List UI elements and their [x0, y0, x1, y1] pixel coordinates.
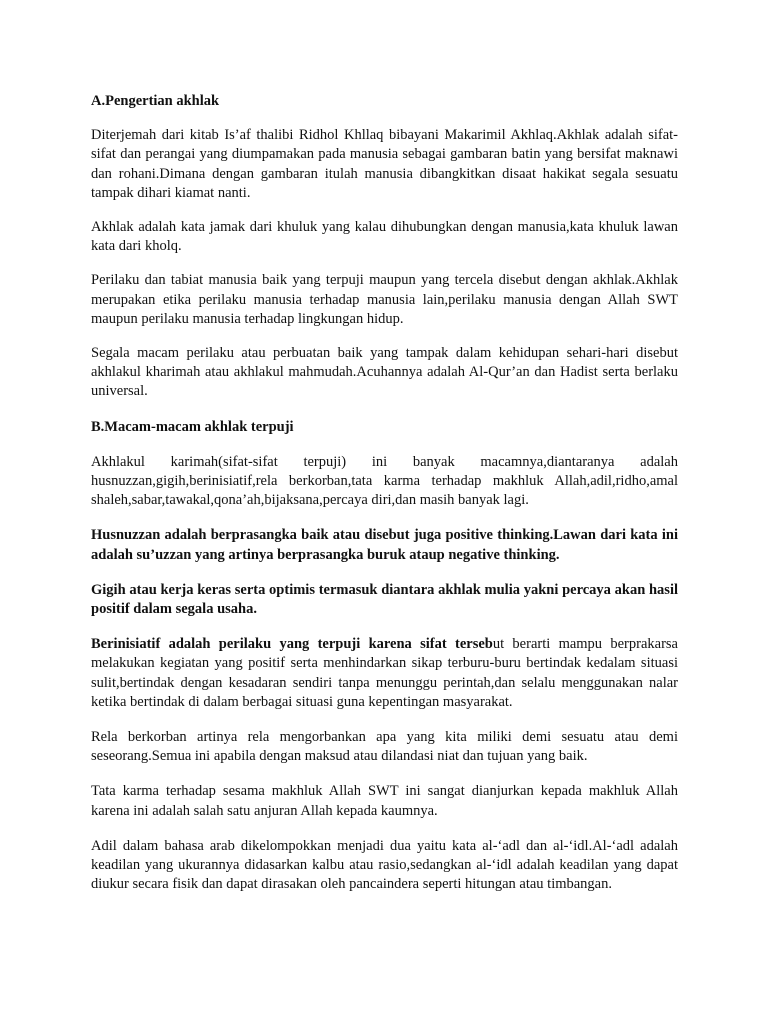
- section-a-heading: A.Pengertian akhlak: [91, 93, 220, 109]
- paragraph-behavior-ethics: Perilaku dan tabiat manusia baik yang terpuji maupun yang tercela disebut dengan akhlak.Akhlak merupakan etika perilaku manusia terhadap manusia lain,perilaku manusia dengan Allah SWT maupun perilaku manusia terhadap lingkungan hidup.: [91, 272, 678, 327]
- paragraph-tata-karma: Tata karma terhadap sesama makhluk Allah SWT ini sangat dianjurkan kepada makhluk Allah karena ini adalah salah satu anjuran Allah kepada kaumnya.: [91, 783, 678, 819]
- paragraph-rela-berkorban: Rela berkorban artinya rela mengorbankan apa yang kita miliki demi sesuatu atau demi seseorang.Semua ini apabila dengan maksud atau dilandasi niat dan tujuan yang baik.: [91, 729, 678, 765]
- paragraph-types-list: Akhlakul karimah(sifat-sifat terpuji) ini banyak macamnya,diantaranya adalah husnuzzan,gigih,berinisiatif,rela berkorban,tata karma terhadap makhluk Allah,adil,ridho,amal shaleh,sabar,tawakal,qona’ah,bijaksana,percaya diri,dan masih banyak lagi.: [91, 453, 678, 509]
- berinisiatif-bold-lead: Berinisiatif adalah perilaku yang terpuji karena sifat terseb: [91, 636, 493, 653]
- paragraph-husnuzzan: Husnuzzan adalah berprasangka baik atau disebut juga positive thinking.Lawan dari kata ini adalah su’uzzan yang artinya berprasangka buruk ataup negative thinking.: [91, 527, 678, 563]
- section-b-heading: B.Macam-macam akhlak terpuji: [91, 418, 294, 435]
- paragraph-akhlakul-karimah: Segala macam perilaku atau perbuatan baik yang tampak dalam kehidupan sehari-hari disebut akhlakul kharimah atau akhlakul mahmudah.Acuhannya adalah Al-Qur’an dan Hadist serta berlaku universal.: [91, 345, 678, 400]
- paragraph-definition-khuluk: Akhlak adalah kata jamak dari khuluk yang kalau dihubungkan dengan manusia,kata khuluk lawan kata dari kholq.: [91, 219, 678, 255]
- paragraph-berinisiatif: [91, 635, 678, 712]
- document-body: [91, 92, 678, 895]
- berinisiatif-rest: ut berarti mampu berprakarsa melakukan kegiatan yang positif serta menhindarkan sikap terburu-buru bertindak kedalam situasi sulit,bertindak dengan kesadaran sendiri tanpa menunggu perintah,dan selalu menggunakan nalar ketika bertindak di dalam berbagai situasi guna kepentingan masyarakat.: [91, 636, 678, 710]
- paragraph-adil: Adil dalam bahasa arab dikelompokkan menjadi dua yaitu kata al-‘adl dan al-‘idl.Al-‘adl adalah keadilan yang ukurannya didasarkan kalbu atau rasio,sedangkan al-‘idl adalah keadilan yang dapat diukur secara fisik dan dapat dirasakan oleh pancaindera seperti hitungan atau timbangan.: [91, 837, 678, 893]
- paragraph-gigih: Gigih atau kerja keras serta optimis termasuk diantara akhlak mulia yakni percaya akan hasil positif dalam segala usaha.: [91, 581, 678, 618]
- paragraph-definition-translation: Diterjemah dari kitab Is’af thalibi Ridhol Khllaq bibayani Makarimil Akhlaq.Akhlak adalah sifat-sifat dan perangai yang diumpamakan pada manusia sebagai gambaran batin yang bersifat maknawi dan rohani.Dimana dengan gambaran itulah manusia dibangkitkan disaat hakikat segala sesuatu tampak dihari kiamat nanti.: [91, 127, 678, 201]
